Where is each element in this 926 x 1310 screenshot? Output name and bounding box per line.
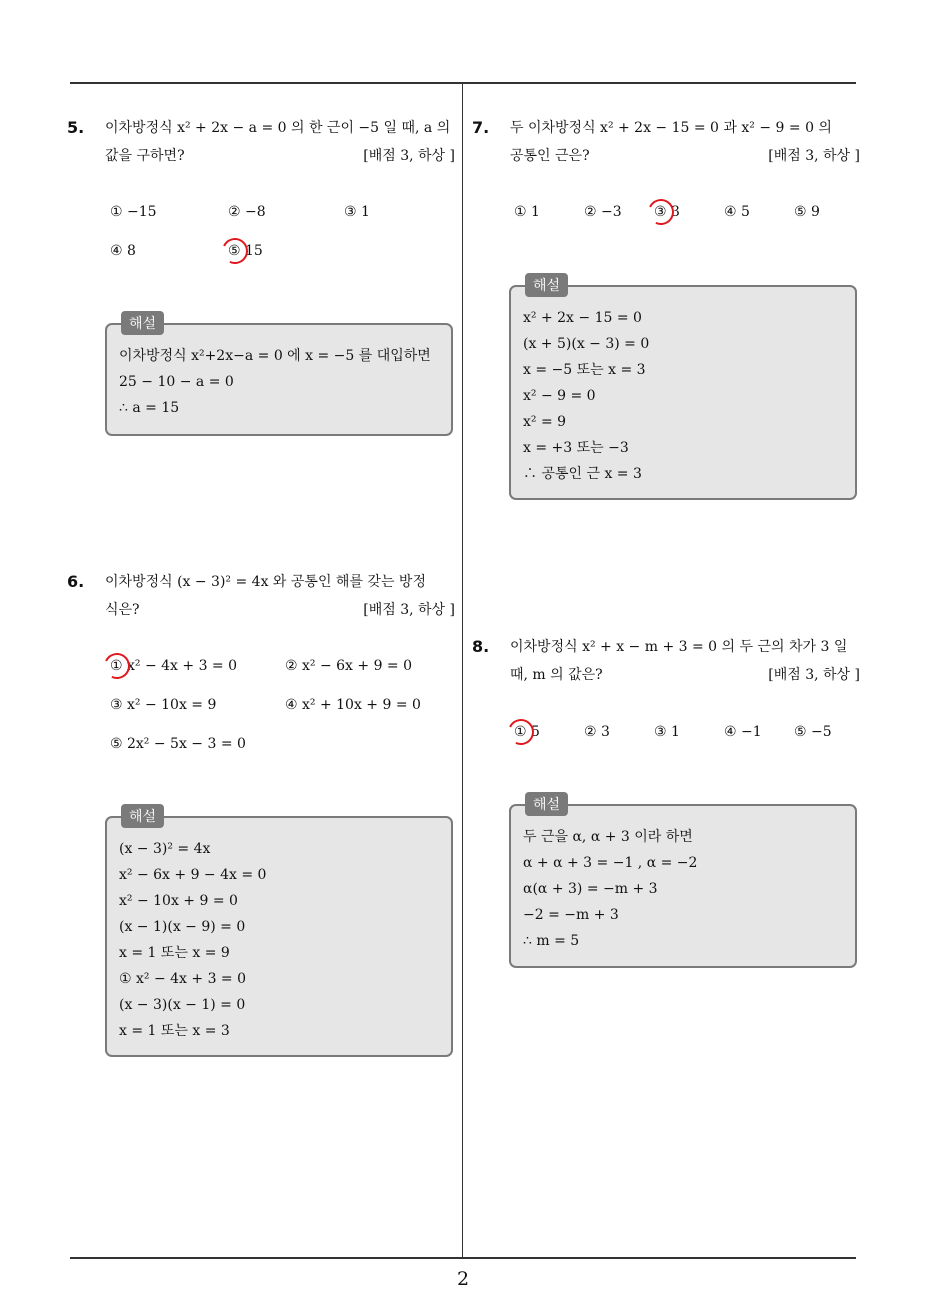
- top-rule: [70, 82, 856, 84]
- choice-5[interactable]: ⑤ 2x² − 5x − 3 = 0: [110, 736, 246, 752]
- score-meta: [배점 3, 하상 ]: [363, 602, 455, 618]
- question-text-line2: 식은?: [105, 602, 140, 618]
- score-meta: [배점 3, 하상 ]: [363, 148, 455, 164]
- score-meta: [배점 3, 하상 ]: [768, 148, 860, 164]
- solution-tag: 해설: [525, 792, 568, 816]
- solution-line: 이차방정식 x²+2x−a = 0 에 x = −5 를 대입하면: [119, 348, 431, 364]
- choice-1[interactable]: ① 1: [514, 204, 540, 220]
- choice-2[interactable]: ② x² − 6x + 9 = 0: [285, 658, 413, 674]
- solution-line: x² = 9: [523, 414, 567, 430]
- answer-circle-mark: [100, 649, 133, 682]
- solution-line: 두 근을 α, α + 3 이라 하면: [523, 829, 693, 845]
- question-6: [67, 568, 455, 624]
- solution-tag: 해설: [525, 273, 568, 297]
- question-text-line1: 두 이차방정식 x² + 2x − 15 = 0 과 x² − 9 = 0 의: [510, 120, 832, 136]
- solution-line: x² + 2x − 15 = 0: [523, 310, 642, 326]
- solution-line: x = −5 또는 x = 3: [523, 362, 646, 378]
- solution-tag: 해설: [121, 804, 164, 828]
- choice-1-label: ① 5: [514, 724, 540, 740]
- choice-4[interactable]: ④ 5: [724, 204, 750, 220]
- choice-3-label: ③ 3: [654, 204, 680, 220]
- choice-2[interactable]: ② 3: [584, 724, 610, 740]
- question-number: 8.: [472, 637, 490, 656]
- choice-4[interactable]: ④ 8: [110, 243, 136, 259]
- choice-1[interactable]: ① −15: [110, 204, 157, 220]
- problem-7: [472, 114, 860, 170]
- choice-3[interactable]: ③ 1: [654, 724, 680, 740]
- question-8: [472, 633, 860, 689]
- problem-8: [472, 633, 860, 689]
- question-text-line1: 이차방정식 x² + 2x − a = 0 의 한 근이 −5 일 때, a 의: [105, 120, 451, 136]
- solution-line: (x + 5)(x − 3) = 0: [523, 336, 650, 352]
- choice-2[interactable]: ② −3: [584, 204, 622, 220]
- question-5: [67, 114, 455, 170]
- answer-circle-mark: [644, 195, 677, 228]
- choice-5[interactable]: [228, 243, 263, 259]
- solution-line: x² − 9 = 0: [523, 388, 596, 404]
- solution-line: x = 1 또는 x = 9: [119, 945, 230, 961]
- question-text-line2: 때, m 의 값은?: [510, 667, 603, 683]
- solution-line: α(α + 3) = −m + 3: [523, 881, 658, 897]
- solution-tag: 해설: [121, 311, 164, 335]
- choice-5-label: ⑤ 15: [228, 243, 263, 259]
- solution-line: 25 − 10 − a = 0: [119, 374, 234, 390]
- solution-line: (x − 1)(x − 9) = 0: [119, 919, 246, 935]
- answer-circle-mark: [504, 715, 537, 748]
- choice-1[interactable]: [110, 658, 237, 674]
- question-text-line1: 이차방정식 x² + x − m + 3 = 0 의 두 근의 차가 3 일: [510, 639, 848, 655]
- problem-6: [67, 568, 455, 624]
- choice-3[interactable]: ③ x² − 10x = 9: [110, 697, 217, 713]
- question-text-line1: 이차방정식 (x − 3)² = 4x 와 공통인 해를 갖는 방정: [105, 574, 426, 590]
- solution-line: x = +3 또는 −3: [523, 440, 629, 456]
- problem-5: [67, 114, 455, 170]
- solution-line: −2 = −m + 3: [523, 907, 619, 923]
- solution-box-8: [509, 797, 857, 968]
- question-number: 7.: [472, 118, 490, 137]
- question-text-line2: 공통인 근은?: [510, 148, 590, 164]
- solution-line: x² − 6x + 9 − 4x = 0: [119, 867, 267, 883]
- solution-line: ① x² − 4x + 3 = 0: [119, 971, 247, 987]
- solution-line: (x − 3)² = 4x: [119, 841, 211, 857]
- choice-4[interactable]: ④ −1: [724, 724, 762, 740]
- question-7: [472, 114, 860, 170]
- choice-5[interactable]: ⑤ 9: [794, 204, 820, 220]
- solution-box-7: [509, 278, 857, 500]
- solution-line: ∴ 공통인 근 x = 3: [523, 466, 642, 482]
- choice-2[interactable]: ② −8: [228, 204, 266, 220]
- question-number: 5.: [67, 118, 85, 137]
- question-number: 6.: [67, 572, 85, 591]
- question-text-line2: 값을 구하면?: [105, 148, 185, 164]
- choice-4[interactable]: ④ x² + 10x + 9 = 0: [285, 697, 421, 713]
- choice-3[interactable]: [654, 204, 680, 220]
- choice-1-label: ① x² − 4x + 3 = 0: [110, 658, 238, 674]
- solution-line: ∴ m = 5: [523, 933, 580, 949]
- page-number: 2: [456, 1268, 470, 1290]
- solution-line: (x − 3)(x − 1) = 0: [119, 997, 246, 1013]
- solution-line: x² − 10x + 9 = 0: [119, 893, 238, 909]
- column-divider: [462, 84, 463, 1257]
- solution-line: x = 1 또는 x = 3: [119, 1023, 230, 1039]
- score-meta: [배점 3, 하상 ]: [768, 667, 860, 683]
- choice-3[interactable]: ③ 1: [344, 204, 370, 220]
- choice-5[interactable]: ⑤ −5: [794, 724, 832, 740]
- solution-line: α + α + 3 = −1 , α = −2: [523, 855, 698, 871]
- solution-box-6: [105, 809, 453, 1057]
- solution-box-5: [105, 316, 453, 436]
- choice-1[interactable]: [514, 724, 540, 740]
- answer-circle-mark: [218, 234, 251, 267]
- bottom-rule: [70, 1257, 856, 1259]
- solution-line: ∴ a = 15: [119, 400, 180, 416]
